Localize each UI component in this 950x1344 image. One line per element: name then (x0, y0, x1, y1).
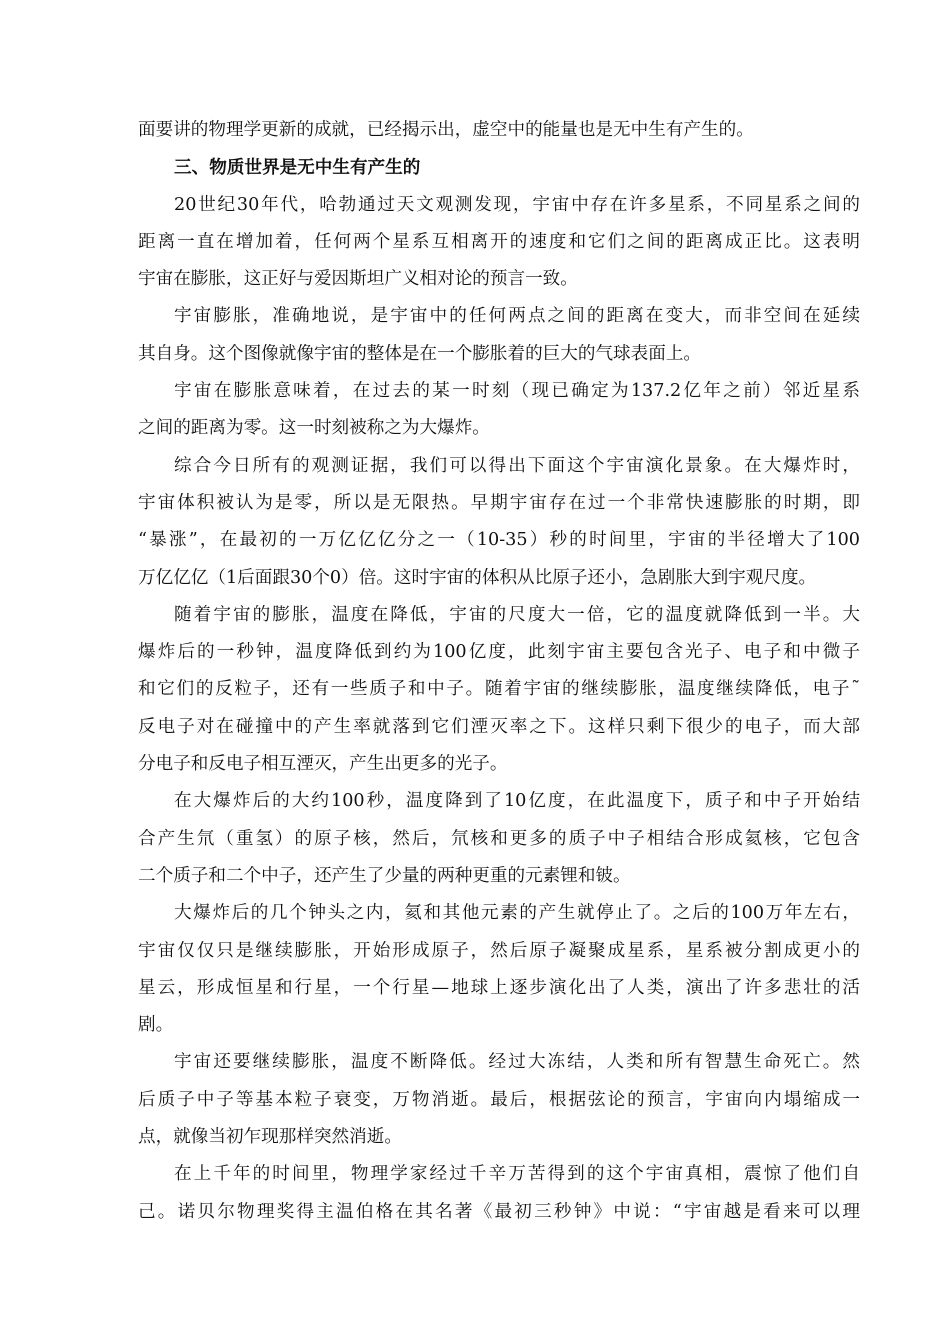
text-line: 点，就像当初乍现那样突然消逝。 (138, 1127, 402, 1148)
paragraph (138, 187, 860, 299)
text-line: 在上千年的时间里，物理学家经过千辛万苦得到的这个宇宙真相，震惊了他们自 (174, 1164, 860, 1185)
text-line: “暴涨”，在最初的一万亿亿亿分之一（10-35）秒的时间里，宇宙的半径增大了100 (138, 530, 860, 551)
text-line: 分电子和反电子相互湮灭，产生出更多的光子。 (138, 754, 508, 775)
text-line: 后质子中子等基本粒子衰变，万物消逝。最后，根据弦论的预言，宇宙向内塌缩成一 (138, 1089, 860, 1110)
text-line: 在大爆炸后的大约100秒，温度降到了10亿度，在此温度下，质子和中子开始结 (174, 791, 860, 812)
text-line: 爆炸后的一秒钟，温度降低到约为100亿度，此刻宇宙主要包含光子、电子和中微子 (138, 642, 860, 663)
paragraph (138, 112, 860, 149)
text-line: 面要讲的物理学更新的成就，已经揭示出，虚空中的能量也是无中生有产生的。 (138, 120, 754, 140)
paragraph (138, 448, 860, 597)
text-line: 距离一直在增加着，任何两个星系互相离开的速度和它们之间的距离成正比。这表明 (138, 231, 860, 252)
text-line: 己。诺贝尔物理奖得主温伯格在其名著《最初三秒钟》中说：“宇宙越是看来可以理 (138, 1201, 860, 1222)
text-line: 宇宙还要继续膨胀，温度不断降低。经过大冻结，人类和所有智慧生命死亡。然 (174, 1052, 860, 1073)
paragraph (138, 783, 860, 895)
paragraph (138, 1156, 860, 1231)
section-heading: 三、物质世界是无中生有产生的 (174, 157, 421, 179)
text-line: 之间的距离为零。这一时刻被称之为大爆炸。 (138, 418, 490, 439)
paragraph (138, 298, 860, 373)
text-line: 星云，形成恒星和行星，一个行星—地球上逐步演化出了人类，演出了许多悲壮的活 (138, 977, 860, 998)
text-line: 宇宙膨胀，准确地说，是宇宙中的任何两点之间的距离在变大，而非空间在延续 (174, 306, 860, 327)
text-line: 合产生氘（重氢）的原子核，然后，氘核和更多的质子中子相结合形成氦核，它包含 (138, 828, 860, 849)
text-line: 20世纪30年代，哈勃通过天文观测发现，宇宙中存在许多星系，不同星系之间的 (174, 194, 860, 215)
text-line: 宇宙在膨胀，这正好与爱因斯坦广义相对论的预言一致。 (138, 269, 578, 290)
document-body (138, 112, 860, 1231)
text-line: 宇宙在膨胀意味着，在过去的某一时刻（现已确定为137.2亿年之前）邻近星系 (174, 381, 860, 402)
paragraph (138, 895, 860, 1044)
text-line: 大爆炸后的几个钟头之内，氦和其他元素的产生就停止了。之后的100万年左右， (174, 903, 860, 924)
text-line: 剧。 (138, 1015, 174, 1036)
text-line: 反电子对在碰撞中的产生率就落到它们湮灭率之下。这样只剩下很少的电子，而大部 (138, 716, 860, 737)
paragraph (138, 373, 860, 448)
paragraph (138, 597, 860, 783)
paragraph (138, 1044, 860, 1156)
text-line: 万亿亿亿（1后面跟30个0）倍。这时宇宙的体积从比原子还小，急剧胀大到宇观尺度。 (138, 567, 817, 588)
text-line: 其自身。这个图像就像宇宙的整体是在一个膨胀着的巨大的气球表面上。 (138, 343, 702, 364)
text-line: 随着宇宙的膨胀，温度在降低，宇宙的尺度大一倍，它的温度就降低到一半。大 (174, 604, 860, 625)
text-line: 宇宙体积被认为是零，所以是无限热。早期宇宙存在过一个非常快速膨胀的时期，即 (138, 492, 860, 513)
text-line: 和它们的反粒子，还有一些质子和中子。随着宇宙的继续膨胀，温度继续降低，电子˜ (138, 679, 860, 700)
text-line: 宇宙仅仅只是继续膨胀，开始形成原子，然后原子凝聚成星系，星系被分割成更小的 (138, 940, 860, 961)
text-line: 综合今日所有的观测证据，我们可以得出下面这个宇宙演化景象。在大爆炸时， (174, 455, 860, 476)
text-line: 二个质子和二个中子，还产生了少量的两种更重的元素锂和铍。 (138, 865, 631, 886)
